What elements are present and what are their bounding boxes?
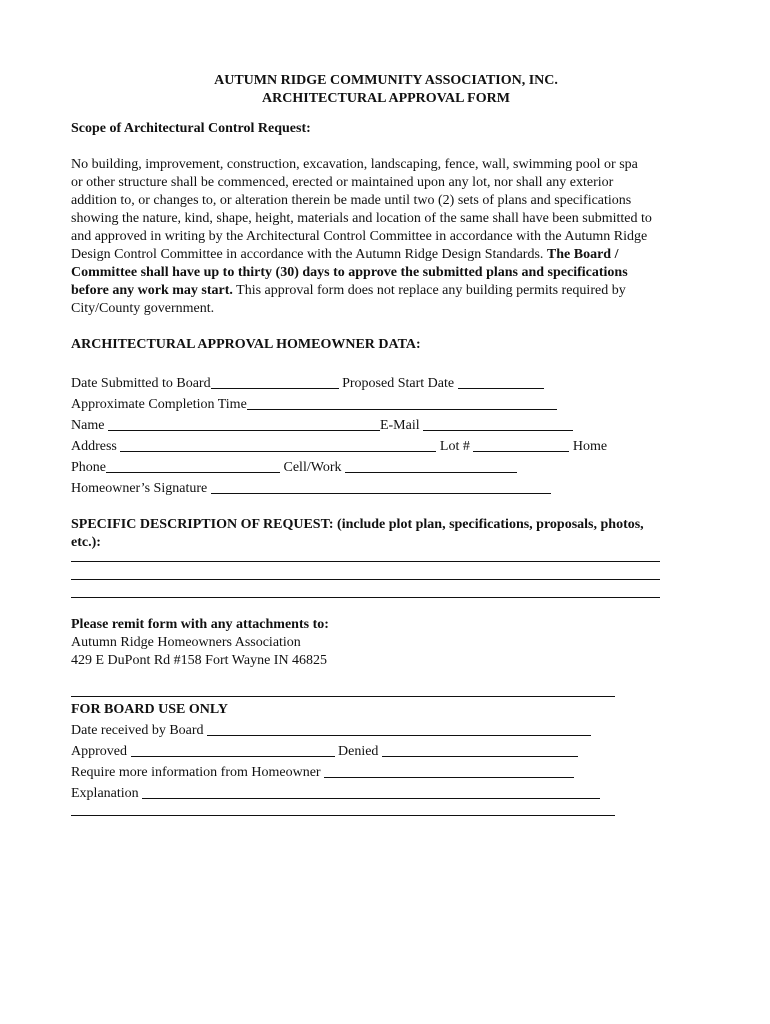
- proposed-start-field[interactable]: [458, 374, 544, 389]
- name-field[interactable]: [108, 416, 380, 431]
- more-info-row: [71, 761, 701, 782]
- date-submitted-row: [71, 372, 701, 393]
- denied-label: Denied: [338, 744, 379, 759]
- description-line[interactable]: [71, 580, 660, 598]
- explanation-label: Explanation: [71, 786, 139, 801]
- form-title: ARCHITECTURAL APPROVAL FORM: [262, 91, 510, 106]
- address-field[interactable]: [120, 437, 436, 452]
- scope-paragraph: [71, 156, 701, 318]
- scope-bold-text: Committee shall have up to thirty (30) days to approve the submitted plans and specifications: [71, 265, 628, 280]
- scope-line: showing the nature, kind, shape, height, materials and location of the same shall have been submitted to: [71, 211, 652, 226]
- completion-field[interactable]: [247, 395, 557, 410]
- cell-field[interactable]: [345, 458, 517, 473]
- signature-field[interactable]: [211, 479, 551, 494]
- homeowner-data-heading: ARCHITECTURAL APPROVAL HOMEOWNER DATA:: [71, 337, 421, 352]
- name-row: [71, 414, 701, 435]
- approved-label: Approved: [71, 744, 127, 759]
- explanation-field[interactable]: [142, 784, 600, 799]
- specific-description-heading-cont: etc.):: [71, 535, 101, 550]
- scope-bold-text: The Board /: [546, 247, 619, 262]
- phone-field[interactable]: [106, 458, 280, 473]
- date-received-label: Date received by Board: [71, 723, 204, 738]
- date-submitted-label: Date Submitted to Board: [71, 376, 211, 391]
- association-title: AUTUMN RIDGE COMMUNITY ASSOCIATION, INC.: [214, 73, 558, 88]
- description-line[interactable]: [71, 552, 660, 562]
- scope-line: [71, 282, 701, 300]
- scope-text: This approval form does not replace any building permits required by: [232, 283, 626, 298]
- form-page: [71, 72, 701, 816]
- scope-text: Design Control Committee in accordance with the Autumn Ridge Design Standards.: [71, 247, 547, 262]
- description-line[interactable]: [71, 562, 660, 580]
- date-received-row: [71, 719, 701, 740]
- scope-line: addition to, or changes to, or alteration therein be made until two (2) sets of plans and specifications: [71, 193, 632, 208]
- denied-field[interactable]: [382, 742, 578, 757]
- board-divider-line: [71, 670, 615, 697]
- scope-bold-text: before any work may start.: [71, 283, 233, 298]
- date-received-field[interactable]: [207, 721, 591, 736]
- cell-label: Cell/Work: [283, 460, 342, 475]
- more-info-field[interactable]: [324, 763, 574, 778]
- remit-section: [71, 616, 701, 670]
- approved-field[interactable]: [131, 742, 335, 757]
- proposed-start-label: Proposed Start Date: [342, 376, 455, 391]
- completion-row: [71, 393, 701, 414]
- completion-label: Approximate Completion Time: [71, 397, 247, 412]
- home-label: Home: [572, 439, 608, 454]
- scope-line: No building, improvement, construction, excavation, landscaping, fence, wall, swimming pool or spa: [71, 157, 638, 172]
- email-label: E-Mail: [379, 418, 420, 433]
- date-submitted-field[interactable]: [211, 374, 339, 389]
- phone-row: [71, 456, 701, 477]
- scope-line: [71, 246, 701, 264]
- specific-description-heading: SPECIFIC DESCRIPTION OF REQUEST: (include plot plan, specifications, proposals, photos,: [71, 517, 644, 532]
- more-info-label: Require more information from Homeowner: [71, 765, 321, 780]
- name-label: Name: [71, 418, 105, 433]
- scope-line: City/County government.: [71, 301, 215, 316]
- scope-line: [71, 264, 701, 282]
- explanation-extra-line[interactable]: [71, 803, 615, 816]
- remit-address: 429 E DuPont Rd #158 Fort Wayne IN 46825: [71, 653, 328, 668]
- approval-row: [71, 740, 701, 761]
- address-row: [71, 435, 701, 456]
- scope-line: or other structure shall be commenced, erected or maintained upon any lot, nor shall any exterior: [71, 175, 614, 190]
- remit-heading: Please remit form with any attachments to:: [71, 617, 329, 632]
- email-field[interactable]: [423, 416, 573, 431]
- specific-description-section: [71, 516, 701, 598]
- address-label: Address: [71, 439, 117, 454]
- lot-field[interactable]: [473, 437, 569, 452]
- board-use-heading: FOR BOARD USE ONLY: [71, 702, 229, 717]
- phone-label: Phone: [71, 460, 106, 475]
- lot-label: Lot #: [439, 439, 470, 454]
- homeowner-data-fields: [71, 372, 701, 498]
- remit-organization: Autumn Ridge Homeowners Association: [71, 635, 301, 650]
- scope-heading: Scope of Architectural Control Request:: [71, 121, 311, 136]
- form-header: [71, 72, 701, 108]
- signature-label: Homeowner’s Signature: [71, 481, 208, 496]
- explanation-row: [71, 782, 701, 803]
- scope-line: and approved in writing by the Architectural Control Committee in accordance with the Autumn Ridge: [71, 229, 648, 244]
- board-use-section: [71, 701, 701, 816]
- signature-row: [71, 477, 701, 498]
